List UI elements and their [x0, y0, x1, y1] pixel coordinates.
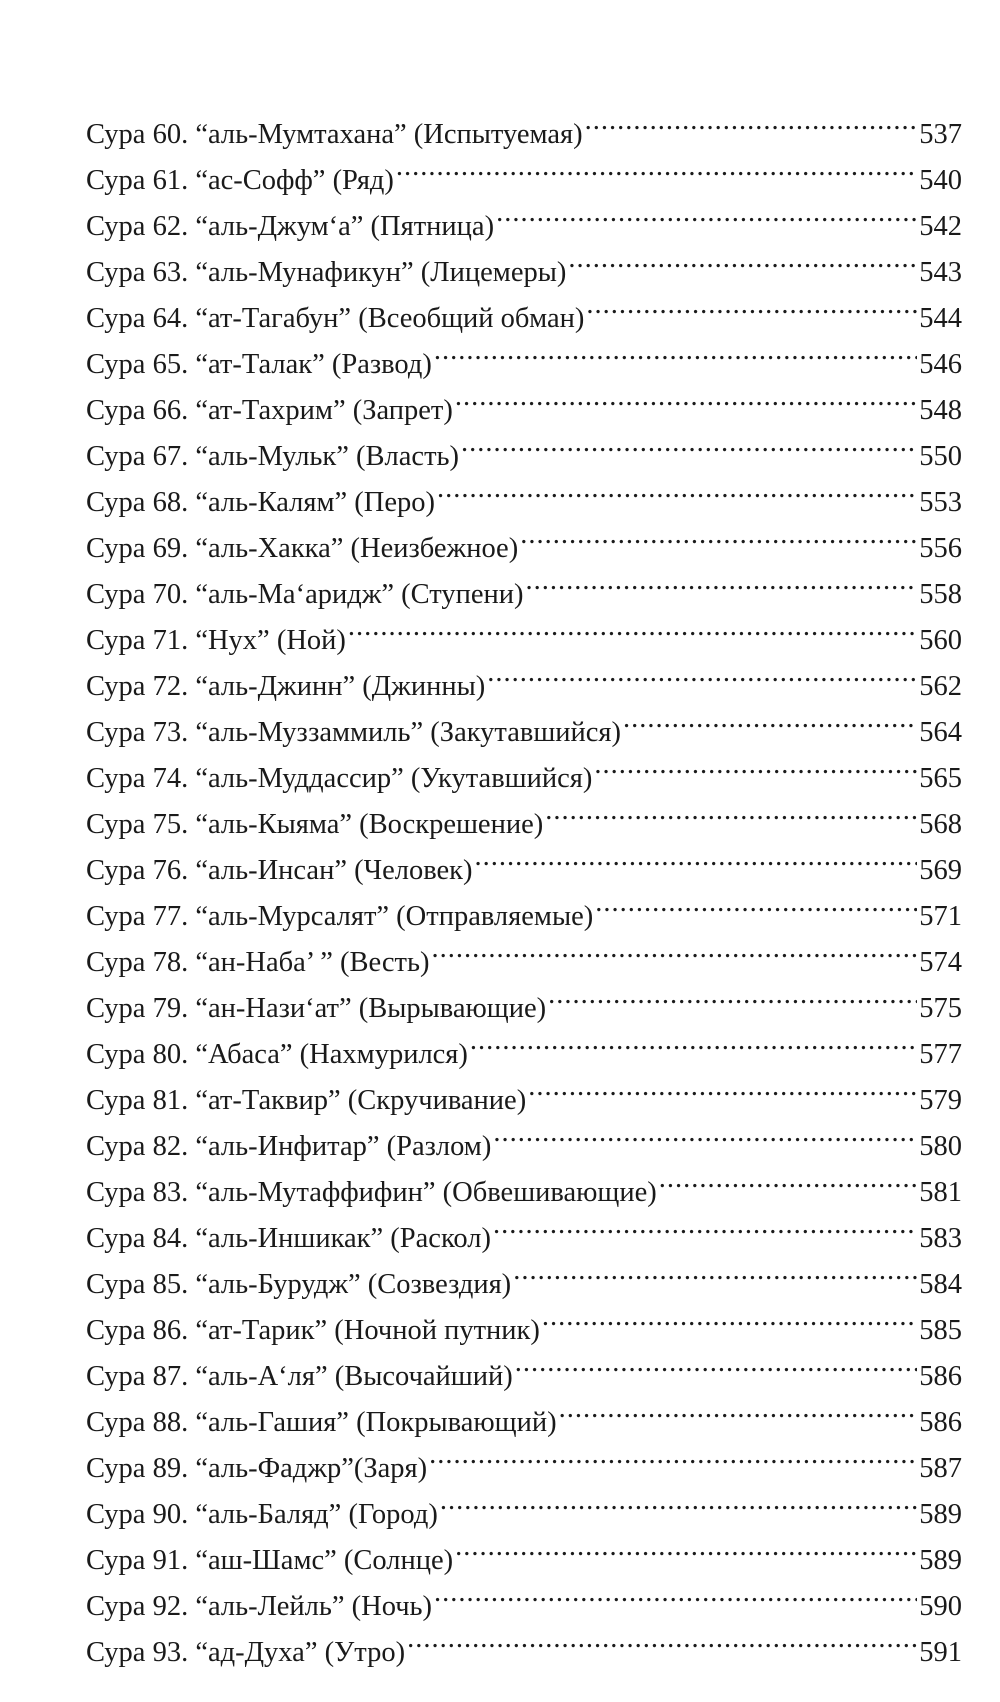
dot-leader	[568, 235, 917, 281]
dot-leader	[348, 603, 917, 649]
toc-entry-page-number: 558	[919, 579, 962, 610]
toc-entry-title: Сура 90. “аль-Баляд” (Город)	[86, 1499, 438, 1530]
dot-leader	[487, 649, 917, 695]
toc-entry-page-number: 542	[919, 211, 962, 242]
toc-entry-page-number: 565	[919, 763, 962, 794]
dot-leader	[548, 971, 917, 1017]
toc-entry-title: Сура 86. “ат-Тарик” (Ночной путник)	[86, 1315, 540, 1346]
toc-entry-title: Сура 93. “ад-Духа” (Утро)	[86, 1637, 406, 1668]
toc-entry-title: Сура 81. “ат-Таквир” (Скручивание)	[86, 1085, 527, 1116]
toc-entry-page-number: 568	[919, 809, 962, 840]
toc-entry-page-number: 583	[919, 1223, 962, 1254]
toc-entry-page-number: 584	[919, 1269, 962, 1300]
toc-entry-title: Сура 62. “аль-Джум‘а” (Пятница)	[86, 211, 495, 242]
toc-entry-title: Сура 87. “аль-А‘ля” (Высочайший)	[86, 1361, 513, 1392]
toc-entry-title: Сура 83. “аль-Мутаффифин” (Обвешивающие)	[86, 1177, 657, 1208]
dot-leader	[455, 373, 917, 419]
toc-entry-page-number: 544	[919, 303, 962, 334]
toc-entry-title: Сура 60. “аль-Мумтахана” (Испытуемая)	[86, 119, 583, 150]
toc-entry-page-number: 586	[919, 1361, 962, 1392]
toc-entry-title: Сура 80. “Абаса” (Нахмурился)	[86, 1039, 468, 1070]
toc-entry-page-number: 577	[919, 1039, 962, 1070]
toc-entry-page-number: 569	[919, 855, 962, 886]
toc-entry-title: Сура 79. “ан-Нази‘ат” (Вырывающие)	[86, 993, 547, 1024]
dot-leader	[515, 1339, 918, 1385]
dot-leader	[513, 1247, 917, 1293]
dot-leader	[431, 925, 917, 971]
dot-leader	[493, 1201, 917, 1247]
toc-entry-title: Сура 91. “аш-Шамс” (Солнце)	[86, 1545, 454, 1576]
toc-entry-page-number: 571	[919, 901, 962, 932]
dot-leader	[475, 833, 918, 879]
toc-entry-title: Сура 75. “аль-Кыяма” (Воскрешение)	[86, 809, 544, 840]
toc-entry-title: Сура 84. “аль-Иншикак” (Раскол)	[86, 1223, 491, 1254]
toc-entry-page-number: 586	[919, 1407, 962, 1438]
toc-entry-title: Сура 82. “аль-Инфитар” (Разлом)	[86, 1131, 492, 1162]
dot-leader	[526, 557, 918, 603]
toc-entry-page-number: 543	[919, 257, 962, 288]
toc-entry-title: Сура 69. “аль-Хакка” (Неизбежное)	[86, 533, 519, 564]
dot-leader	[542, 1293, 917, 1339]
toc-entry-title: Сура 63. “аль-Мунафикун” (Лицемеры)	[86, 257, 567, 288]
dot-leader	[594, 741, 917, 787]
toc-entry-title: Сура 64. “ат-Тагабун” (Всеобщий обман)	[86, 303, 585, 334]
table-of-contents	[86, 97, 962, 1668]
toc-entry-page-number: 553	[919, 487, 962, 518]
toc-entry-page-number: 550	[919, 441, 962, 472]
toc-entry-page-number: 575	[919, 993, 962, 1024]
toc-entry-title: Сура 66. “ат-Тахрим” (Запрет)	[86, 395, 453, 426]
toc-entry-title: Сура 73. “аль-Муззаммиль” (Закутавшийся)	[86, 717, 622, 748]
toc-entry-page-number: 564	[919, 717, 962, 748]
toc-entry-page-number: 560	[919, 625, 962, 656]
toc-entry-page-number: 591	[919, 1637, 962, 1668]
toc-entry-title: Сура 78. “ан-Наба’ ” (Весть)	[86, 947, 430, 978]
dot-leader	[437, 465, 917, 511]
dot-leader	[434, 1569, 917, 1615]
toc-entry-title: Сура 92. “аль-Лейль” (Ночь)	[86, 1591, 433, 1622]
toc-entry-title: Сура 65. “ат-Талак” (Развод)	[86, 349, 432, 380]
dot-leader	[440, 1477, 917, 1523]
toc-entry-title: Сура 76. “аль-Инсан” (Человек)	[86, 855, 473, 886]
dot-leader	[470, 1017, 917, 1063]
toc-entry-title: Сура 74. “аль-Муддассир” (Укутавшийся)	[86, 763, 593, 794]
dot-leader	[659, 1155, 917, 1201]
toc-entry-page-number: 589	[919, 1499, 962, 1530]
toc-entry-title: Сура 89. “аль-Фаджр”(Заря)	[86, 1453, 428, 1484]
toc-entry-page-number: 562	[919, 671, 962, 702]
toc-entry-title: Сура 71. “Нух” (Ной)	[86, 625, 346, 656]
toc-entry-page-number: 556	[919, 533, 962, 564]
dot-leader	[407, 1615, 917, 1661]
toc-entry-page-number: 581	[919, 1177, 962, 1208]
dot-leader	[585, 97, 918, 143]
dot-leader	[623, 695, 917, 741]
dot-leader	[545, 787, 917, 833]
dot-leader	[559, 1385, 918, 1431]
dot-leader	[528, 1063, 917, 1109]
toc-entry-page-number: 580	[919, 1131, 962, 1162]
toc-entry-page-number: 589	[919, 1545, 962, 1576]
toc-entry-title: Сура 61. “ас-Софф” (Ряд)	[86, 165, 394, 196]
toc-entry-title: Сура 67. “аль-Мульк” (Власть)	[86, 441, 460, 472]
toc-entry-page-number: 546	[919, 349, 962, 380]
dot-leader	[586, 281, 917, 327]
toc-entry-title: Сура 70. “аль-Ма‘аридж” (Ступени)	[86, 579, 524, 610]
toc-entry-title: Сура 72. “аль-Джинн” (Джинны)	[86, 671, 486, 702]
toc-entry-title: Сура 85. “аль-Бурудж” (Созвездия)	[86, 1269, 512, 1300]
toc-entry-page-number: 537	[919, 119, 962, 150]
toc-entry-title: Сура 88. “аль-Гашия” (Покрывающий)	[86, 1407, 557, 1438]
dot-leader	[455, 1523, 917, 1569]
toc-entry	[86, 97, 962, 150]
toc-entry-title: Сура 77. “аль-Мурсалят” (Отправляемые)	[86, 901, 594, 932]
dot-leader	[461, 419, 917, 465]
toc-entry-page-number: 585	[919, 1315, 962, 1346]
dot-leader	[493, 1109, 917, 1155]
toc-entry-title: Сура 68. “аль-Калям” (Перо)	[86, 487, 435, 518]
dot-leader	[434, 327, 917, 373]
dot-leader	[496, 189, 917, 235]
dot-leader	[595, 879, 917, 925]
toc-entry-page-number: 540	[919, 165, 962, 196]
dot-leader	[520, 511, 917, 557]
toc-entry-page-number: 548	[919, 395, 962, 426]
toc-entry-page-number: 574	[919, 947, 962, 978]
dot-leader	[396, 143, 917, 189]
toc-entry-page-number: 590	[919, 1591, 962, 1622]
dot-leader	[429, 1431, 917, 1477]
toc-entry-page-number: 579	[919, 1085, 962, 1116]
toc-entry-page-number: 587	[919, 1453, 962, 1484]
